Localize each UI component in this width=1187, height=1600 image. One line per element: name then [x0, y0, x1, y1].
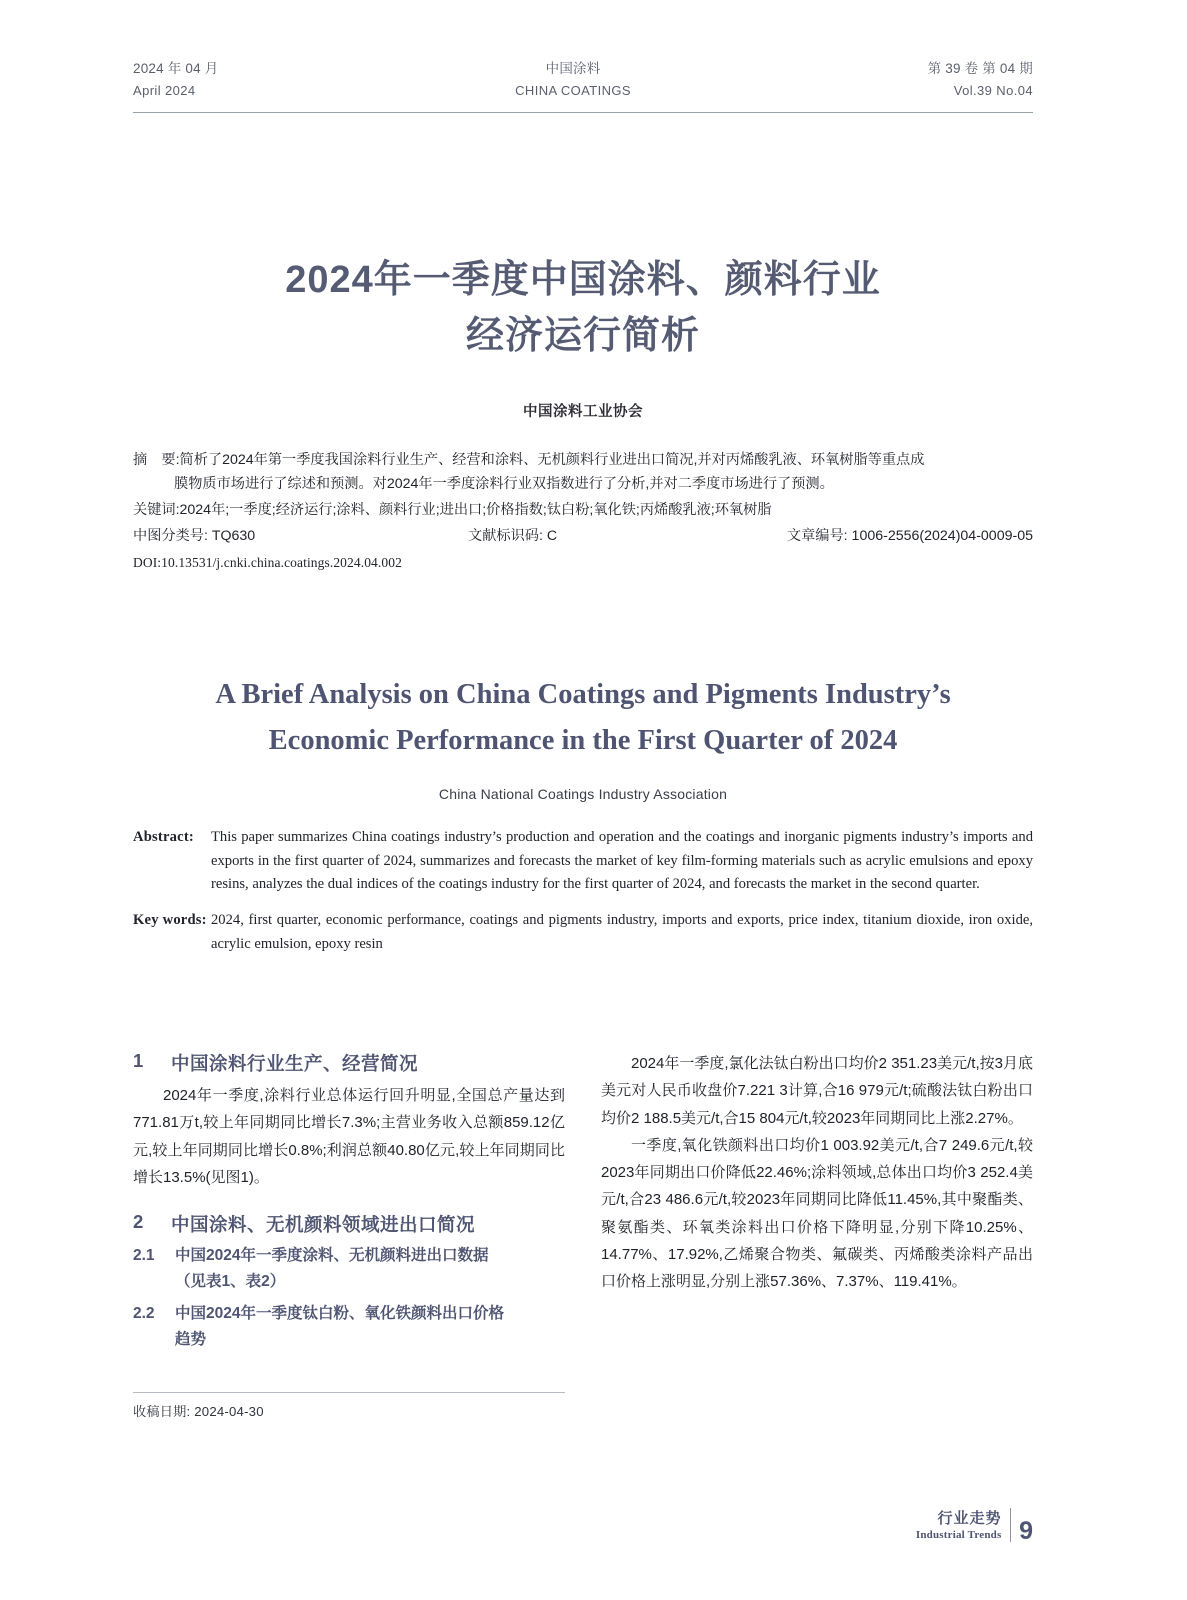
page-title-cn-line2: 经济运行简析	[465, 315, 700, 358]
classification-row	[133, 524, 1033, 548]
keywords-en: 2024, first quarter, economic performance, coatings and pigments industry, imports and exports, price index, titanium dioxide, iron oxide, acrylic emulsion, epoxy resin	[211, 911, 1033, 952]
page-footer	[915, 1508, 1033, 1545]
section-1-paragraph: 2024年一季度,涂料行业总体运行回升明显,全国总产量达到771.81万t,较上年同期同比增长7.3%;主营业务收入总额859.12亿元,较上年同期同比增长0.8%;利润总额40.80亿元,较上年同期同比增长13.5%(见图1)。	[133, 1087, 565, 1186]
abstract-cn-line2: 膜物质市场进行了综述和预测。对2024年一季度涂料行业双指数进行了分析,并对二季度市场进行了预测。	[174, 476, 834, 493]
keywords-label-cn: 关键词:	[133, 501, 180, 518]
received-date: 收稿日期: 2024-04-30	[133, 1404, 264, 1419]
section-2-number: 2	[133, 1211, 144, 1233]
body-column-right	[601, 1050, 1033, 1296]
volume-issue-en: Vol.39 No.04	[953, 83, 1033, 99]
page-title-cn-line1: 2024年一季度中国涂料、颜料行业	[285, 259, 881, 301]
volume-issue-cn: 第 39 卷 第 04 期	[927, 61, 1033, 76]
page-title-en	[133, 672, 1033, 764]
author-en: China National Coatings Industry Association	[438, 786, 728, 802]
abstract-block-en	[133, 826, 1033, 956]
section-1-number: 1	[133, 1050, 144, 1071]
body-column-left	[133, 1050, 565, 1353]
subsection-heading-2-2	[133, 1301, 565, 1353]
running-head-center	[515, 58, 631, 102]
subsection-2-1-title	[175, 1243, 565, 1295]
abstract-en-row	[133, 826, 1033, 897]
subsection-2-1-line1: 中国2024年一季度涂料、无机颜料进出口数据	[175, 1247, 489, 1265]
section-heading-1	[133, 1050, 565, 1076]
page-title-cn	[133, 252, 1033, 364]
journal-name-en: CHINA COATINGS	[515, 83, 631, 99]
page-number: 9	[1019, 1517, 1033, 1545]
running-head-left	[133, 58, 219, 102]
footer-section-en: Industrial Trends	[915, 1528, 1002, 1541]
right-paragraph-1: 2024年一季度,氯化法钛白粉出口均价2 351.23美元/t,按3月底美元对人民币收盘价7.221 3计算,合16 979元/t;硫酸法钛白粉出口均价2 188.5美元/t,合15 804元/t,较2023年同期同比上涨2.27%。	[601, 1055, 1033, 1127]
running-head	[133, 58, 1033, 102]
document-code: 文献标识码: C	[468, 528, 558, 545]
footer-section-cn: 行业走势	[937, 1510, 1002, 1528]
keywords-label-en: Key words:	[133, 911, 207, 928]
subsection-2-2-number: 2.2	[133, 1305, 155, 1323]
footnote-divider	[133, 1392, 565, 1393]
abstract-block-cn	[133, 448, 1033, 574]
keywords-cn-row	[133, 498, 1033, 522]
subsection-2-1-number: 2.1	[133, 1247, 155, 1265]
right-paragraph-2: 一季度,氧化铁颜料出口均价1 003.92美元/t,合7 249.6元/t,较2023年同期出口价降低22.46%;涂料领域,总体出口均价3 252.4美元/t,合23 486.6元/t,较2023年同期同比降低11.45%,其中聚酯类、聚氨酯类、环氧类涂料出口价格下降明显,分别下降10.25%、14.77%、17.92%,乙烯聚合物类、氟碳类、丙烯酸类涂料产品出口价格上涨明显,分别上涨57.36%、7.37%、119.41%。	[601, 1136, 1033, 1291]
doi: DOI:10.13531/j.cnki.china.coatings.2024.04.002	[133, 554, 402, 570]
abstract-cn-row1	[133, 448, 1033, 472]
body-columns	[133, 1050, 1033, 1380]
abstract-label-en: Abstract:	[133, 829, 194, 845]
page-title-en-line1: A Brief Analysis on China Coatings and Pigments Industry’s	[215, 679, 951, 710]
abstract-en: This paper summarizes China coatings industry’s production and operation and the coatings and inorganic pigments industry’s imports and exports in the first quarter of 2024, summarizes and forecasts the market of key film-forming materials such as acrylic emulsions and epoxy resins, analyzes the dual indices of the coatings industry for the first quarter of 2024, and forecasts the market in the second quarter.	[211, 829, 1033, 893]
running-head-right	[928, 58, 1033, 102]
issue-date-en: April 2024	[133, 83, 196, 99]
clc-number: 中图分类号: TQ630	[133, 528, 256, 545]
header-divider	[133, 112, 1033, 113]
issue-date-cn: 2024 年 04 月	[133, 61, 219, 76]
subsection-heading-2-1	[133, 1243, 565, 1295]
footer-section-labels	[916, 1510, 1002, 1542]
keywords-en-row	[133, 909, 1033, 956]
subsection-2-2-line2: 趋势	[175, 1331, 207, 1349]
author-cn: 中国涂料工业协会	[523, 404, 643, 420]
footer-divider-bar	[1010, 1508, 1012, 1542]
abstract-cn-line1: 简析了2024年第一季度我国涂料行业生产、经营和涂料、无机颜料行业进出口简况,并对丙烯酸乳液、环氧树脂等重点成	[179, 452, 925, 468]
abstract-label-cn: 摘 要:	[133, 452, 180, 468]
keywords-cn: 2024年;一季度;经济运行;涂料、颜料行业;进出口;价格指数;钛白粉;氧化铁;丙烯酸乳液;环氧树脂	[179, 501, 772, 518]
section-2-title: 中国涂料、无机颜料领域进出口简况	[171, 1214, 476, 1236]
page-title-en-line2: Economic Performance in the First Quarter of 2024	[268, 725, 898, 757]
subsection-2-1-line2: （见表1、表2）	[175, 1273, 286, 1291]
journal-name-cn: 中国涂料	[545, 61, 601, 76]
article-number: 文章编号: 1006-2556(2024)04-0009-05	[786, 528, 1033, 545]
subsection-2-2-line1: 中国2024年一季度钛白粉、氧化铁颜料出口价格	[175, 1305, 504, 1323]
subsection-2-2-title	[175, 1301, 565, 1353]
section-heading-2	[133, 1211, 565, 1237]
section-1-title: 中国涂料行业生产、经营简况	[171, 1053, 419, 1074]
